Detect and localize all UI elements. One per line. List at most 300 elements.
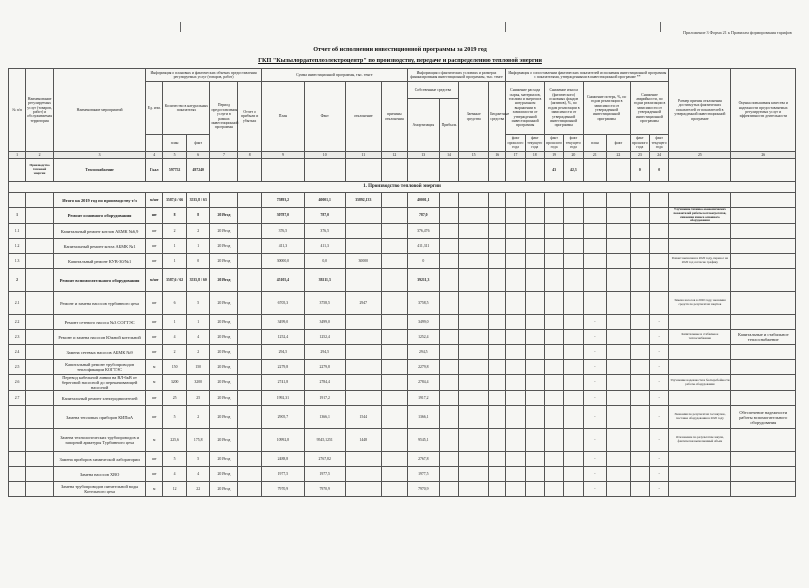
- unit-cell: шт: [146, 208, 163, 224]
- col-header-amortization: Амортизация: [407, 99, 439, 152]
- sum-deviation: [345, 345, 381, 360]
- row-number: 2.3: [9, 330, 26, 345]
- col-header-fact: Факт: [304, 82, 345, 152]
- unit-cell: шт: [146, 254, 163, 269]
- row-number: 2.2: [9, 315, 26, 330]
- sum-deviation: 35892,133: [345, 193, 381, 208]
- reasons-cell: Отклонение по результатам закупа, фактически выполненный объем: [669, 429, 731, 452]
- sum-fact: 0,0: [304, 254, 345, 269]
- column-number: 13: [407, 152, 439, 159]
- measure-name: Ремонт вспомогательного оборудования: [54, 269, 146, 292]
- unit-cell: м: [146, 360, 163, 375]
- quality-cell: Капитальные и стабильное теплоснабжение: [731, 330, 796, 345]
- dash-cell: -: [583, 315, 607, 330]
- quality-cell: [731, 208, 796, 224]
- sum-plan: 1992,31: [261, 391, 304, 406]
- reasons-cell: [669, 315, 731, 330]
- unit-cell: м/шт: [146, 269, 163, 292]
- own-funds: 7970,9: [407, 482, 439, 497]
- col-group-volumes: Информация о плановых и фактических объемах предоставления регулируемых услуг (товаров, работ): [146, 69, 262, 82]
- qty-fact: 8: [186, 208, 210, 224]
- table-row: [9, 208, 796, 224]
- own-funds: 1917,2: [407, 391, 439, 406]
- qty-fact: 150: [186, 360, 210, 375]
- sum-fact: 9545,1251: [304, 429, 345, 452]
- sum-plan: 30787,0: [261, 208, 304, 224]
- qty-plan: 1: [163, 254, 187, 269]
- measure-name: Замена технологических трубопроводов и запорной арматуры Турбинного цеха: [54, 429, 146, 452]
- dash-cell: -: [649, 406, 668, 429]
- reasons-cell: [669, 452, 731, 467]
- column-number: 16: [489, 152, 506, 159]
- col-header-profit: Прибыль: [439, 99, 458, 152]
- row-number: [9, 429, 26, 452]
- sum-plan: 45105,4: [261, 269, 304, 292]
- column-number: 24: [649, 152, 668, 159]
- qty-plan: 8: [163, 208, 187, 224]
- unit-cell: шт: [146, 315, 163, 330]
- sum-deviation: [345, 360, 381, 375]
- report-title: Отчет об исполнении инвестиционной программы за 2019 год: [313, 46, 487, 53]
- dash-cell: -: [583, 482, 607, 497]
- sum-fact: 294,5: [304, 345, 345, 360]
- binder-mark: [180, 22, 185, 32]
- row-number: 1.2: [9, 239, 26, 254]
- own-funds: 1366,1: [407, 406, 439, 429]
- row-number: 2.6: [9, 375, 26, 391]
- column-number: 11: [345, 152, 381, 159]
- measure-name: Замена сетевых насосов АБМК №9: [54, 345, 146, 360]
- sum-deviation: [345, 482, 381, 497]
- measure-name: Ремонт и замена насосов Южной котельной: [54, 330, 146, 345]
- reasons-cell: [669, 224, 731, 239]
- quality-cell: [731, 360, 796, 375]
- unit-cell: шт: [146, 406, 163, 429]
- dash-cell: -: [583, 360, 607, 375]
- measure-name: Ремонт и замена насосов турбинного цеха: [54, 292, 146, 315]
- reasons-cell: Улучшение надежности и бесперебойности работы оборудования: [669, 375, 731, 391]
- dash-cell: -: [649, 315, 668, 330]
- sum-plan: 3499,0: [261, 315, 304, 330]
- row-number: [9, 467, 26, 482]
- qty-fact: 1: [186, 239, 210, 254]
- header-row: [9, 69, 796, 82]
- qty-fact: 5: [186, 292, 210, 315]
- column-number: 7: [210, 152, 238, 159]
- qty-plan: 3587,6 / 66: [163, 193, 187, 208]
- unit-cell: шт: [146, 345, 163, 360]
- qty-plan: 12: [163, 482, 187, 497]
- qty-plan: 4: [163, 467, 187, 482]
- qty-fact: 0: [186, 254, 210, 269]
- measures-body: [9, 193, 796, 497]
- sum-deviation: 30000: [345, 254, 381, 269]
- quality-cell: [731, 452, 796, 467]
- column-number: 14: [439, 152, 458, 159]
- dash-cell: -: [583, 375, 607, 391]
- dash-cell: -: [649, 467, 668, 482]
- col-group-financing: Информация о фактических условиях и размерах финансирования инвестиционной программы, тыс. тенге: [407, 69, 506, 82]
- row-number: 1: [9, 208, 26, 224]
- quality-cell: Обеспечение надежности работы вспомогательного оборудования: [731, 406, 796, 429]
- dash-cell: -: [649, 452, 668, 467]
- section-row: [9, 182, 796, 193]
- sum-fact: 2279,8: [304, 360, 345, 375]
- sum-deviation: [345, 330, 381, 345]
- column-number: 19: [544, 152, 563, 159]
- qty-plan: 5: [163, 452, 187, 467]
- measure-name: Капитальный ремонт КУВ-30/№1: [54, 254, 146, 269]
- measure-name: Капитальный ремонт котла АБМК №1: [54, 239, 146, 254]
- quality-cell: [731, 193, 796, 208]
- col-header-borrowed: Заемные средства: [459, 82, 489, 152]
- column-number: 1: [9, 152, 26, 159]
- period-cell: 2019год: [210, 345, 238, 360]
- appendix-note: Приложение 3 Форма 21 к Правилам формирования тарифов: [683, 30, 792, 35]
- service-row: Производство тепловой энергии Теплоснабжение Гкал 597752 497240 43 42,3 0 0: [9, 159, 796, 182]
- sum-plan: 10992,8: [261, 429, 304, 452]
- col-header-dev-reasons: причины отклонения: [382, 82, 408, 152]
- unit-cell: м: [146, 482, 163, 497]
- col-header-measures: Наименование мероприятий: [54, 69, 146, 152]
- measure-name: Ремонт сетевого насоса №3 СОГТЭС: [54, 315, 146, 330]
- column-number: 22: [607, 152, 631, 159]
- unit-cell: шт: [146, 224, 163, 239]
- qty-plan: 150: [163, 360, 187, 375]
- qty-plan: 6: [163, 292, 187, 315]
- column-number: 25: [669, 152, 731, 159]
- qty-plan: 4: [163, 330, 187, 345]
- own-funds: 3758,5: [407, 292, 439, 315]
- table-row: [9, 345, 796, 360]
- col-header-deviation: отклонение: [345, 82, 381, 152]
- sum-fact: 3758,5: [304, 292, 345, 315]
- measure-name: Замена трубопроводов питательной воды Котельного цеха: [54, 482, 146, 497]
- period-cell: 2019год: [210, 467, 238, 482]
- period-cell: 2019год: [210, 254, 238, 269]
- table-row: [9, 391, 796, 406]
- report-table: [8, 68, 796, 497]
- col-header-quality: Оценка повышения качества и надежности предоставляемых регулируемых услуг и эффективности деятельности: [731, 69, 796, 152]
- column-number: 2: [26, 152, 54, 159]
- quality-cell: [731, 391, 796, 406]
- period-cell: 2019год: [210, 239, 238, 254]
- column-number: 23: [630, 152, 649, 159]
- period-cell: 2019год: [210, 452, 238, 467]
- table-row: [9, 406, 796, 429]
- period-cell: 2019год: [210, 330, 238, 345]
- table-row: [9, 292, 796, 315]
- measure-name: Капитальный ремонт электродвигателей: [54, 391, 146, 406]
- quality-cell: [731, 224, 796, 239]
- dash-cell: -: [649, 345, 668, 360]
- column-number: 4: [146, 152, 163, 159]
- column-number-row: [9, 152, 796, 159]
- sum-fact: 3499,0: [304, 315, 345, 330]
- organization-title: ГКП "Кызылордатеплоэлектроцентр" по производству, передаче и распределению тепловой энергии: [258, 57, 542, 64]
- sum-plan: 75893,2: [261, 193, 304, 208]
- sum-deviation: [345, 467, 381, 482]
- sum-plan: 294,5: [261, 345, 304, 360]
- own-funds: 39211,3: [407, 269, 439, 292]
- measure-name: Перевод кабельной линии на ВЛ-6кВ от береговой насосной до перекачивающей насосной: [54, 375, 146, 391]
- sum-deviation: [345, 224, 381, 239]
- sum-fact: 39211,3: [304, 269, 345, 292]
- sum-deviation: [345, 269, 381, 292]
- col-header-num: № п/п: [9, 69, 26, 152]
- qty-fact: 2: [186, 224, 210, 239]
- period-cell: 2019год: [210, 292, 238, 315]
- col-header-own-funds: Собственные средства: [407, 82, 458, 99]
- reasons-cell: Ремонт выполнен в 2020 году, перенос на 2020 год согласно графику: [669, 254, 731, 269]
- quality-cell: [731, 467, 796, 482]
- table-row: [9, 482, 796, 497]
- qty-fact: 5: [186, 452, 210, 467]
- quality-cell: [731, 375, 796, 391]
- qty-plan: 1: [163, 315, 187, 330]
- service-name: Производство тепловой энергии: [26, 159, 54, 182]
- sum-fact: 7970,9: [304, 482, 345, 497]
- period-cell: 2019год: [210, 360, 238, 375]
- column-number: 18: [525, 152, 544, 159]
- sum-deviation: [345, 315, 381, 330]
- sum-plan: 2905,7: [261, 406, 304, 429]
- sum-plan: 376,5: [261, 224, 304, 239]
- table-row: [9, 429, 796, 452]
- qty-fact: 1: [186, 315, 210, 330]
- col-header-losses: Снижение потерь, %, по годам реализации в зависимости от утвержденной инвестиционной программы: [583, 82, 630, 135]
- measure-name: Замена насосов ХВО: [54, 467, 146, 482]
- col-header-service: Наименование регулируемых услуг (товаров, работ) и обслуживаемая территория: [26, 69, 54, 152]
- sum-fact: 411,3: [304, 239, 345, 254]
- unit-cell: шт: [146, 330, 163, 345]
- sum-deviation: 1544: [345, 406, 381, 429]
- col-header-reasons: Размер причин отклонения достигнутых фактических показателей от показателей в утвержденной инвестиционной программе: [669, 69, 731, 152]
- row-number: 1.1: [9, 224, 26, 239]
- qty-fact: 25: [186, 391, 210, 406]
- reasons-cell: [669, 467, 731, 482]
- table-row: [9, 452, 796, 467]
- col-header-period: Период предоставления услуги в рамках инвестиционной программы: [210, 82, 238, 152]
- column-number: 12: [382, 152, 408, 159]
- qty-fact: 22: [186, 482, 210, 497]
- qty-fact: 3200: [186, 375, 210, 391]
- quality-cell: [731, 269, 796, 292]
- reasons-cell: [669, 360, 731, 375]
- measure-name: Ремонт основного оборудования: [54, 208, 146, 224]
- sum-deviation: 1448: [345, 429, 381, 452]
- column-number: 10: [304, 152, 345, 159]
- table-row: [9, 330, 796, 345]
- service-type: Теплоснабжение: [54, 159, 146, 182]
- qty-fact: 175,8: [186, 429, 210, 452]
- sum-plan: 7970,9: [261, 482, 304, 497]
- sum-plan: 411,3: [261, 239, 304, 254]
- reasons-cell: [669, 269, 731, 292]
- own-funds: 787,0: [407, 208, 439, 224]
- qty-plan: 1: [163, 239, 187, 254]
- own-funds: 3499,0: [407, 315, 439, 330]
- table-row: [9, 239, 796, 254]
- quality-cell: [731, 239, 796, 254]
- dash-cell: -: [583, 406, 607, 429]
- column-number: 5: [163, 152, 187, 159]
- period-cell: [210, 193, 238, 208]
- qty-fact: 3535,8 / 60: [186, 269, 210, 292]
- col-header-qty-fact: факт: [186, 135, 210, 152]
- dash-cell: -: [583, 467, 607, 482]
- column-number: 6: [186, 152, 210, 159]
- period-cell: 2019год: [210, 482, 238, 497]
- col-header-quantity: Количество в натуральных показателях: [163, 82, 210, 135]
- column-number: 3: [54, 152, 146, 159]
- sum-plan: 2279,8: [261, 360, 304, 375]
- sum-fact: 1252,4: [304, 330, 345, 345]
- sum-fact: 1366,1: [304, 406, 345, 429]
- column-number: 15: [459, 152, 489, 159]
- sum-plan: 2741,8: [261, 375, 304, 391]
- col-group-comparison: Информация о сопоставлении фактических показателей исполнения инвестиционной программы с показателями, утвержденными в инвестиционной программе **: [506, 69, 669, 82]
- row-number: [9, 452, 26, 467]
- sum-plan: 30000,0: [261, 254, 304, 269]
- column-number: 17: [506, 152, 525, 159]
- own-funds: 294,5: [407, 345, 439, 360]
- binder-mark: [505, 22, 510, 32]
- binder-mark: [660, 22, 665, 32]
- column-number: 20: [564, 152, 583, 159]
- sum-fact: 787,0: [304, 208, 345, 224]
- dash-cell: -: [649, 360, 668, 375]
- sum-fact: 2784,4: [304, 375, 345, 391]
- col-group-amount: Сумма инвестиционной программы, тыс. тенге: [261, 69, 407, 82]
- table-row: [9, 193, 796, 208]
- qty-fact: 4: [186, 467, 210, 482]
- reasons-cell: [669, 482, 731, 497]
- own-funds: 9545,1: [407, 429, 439, 452]
- sum-fact: 1977,5: [304, 467, 345, 482]
- qty-plan: 3587,6 / 62: [163, 269, 187, 292]
- dash-cell: -: [583, 429, 607, 452]
- measure-name: Капитальный ремонт трубопроводов теплофикации КОГТЭС: [54, 360, 146, 375]
- dash-cell: -: [649, 482, 668, 497]
- table-row: [9, 375, 796, 391]
- table-row: [9, 360, 796, 375]
- col-header-plan: План: [261, 82, 304, 152]
- row-number: 2.7: [9, 391, 26, 406]
- period-cell: 2019год: [210, 208, 238, 224]
- own-funds: 1977,5: [407, 467, 439, 482]
- column-number: 8: [238, 152, 262, 159]
- reasons-cell: [669, 193, 731, 208]
- row-number: [9, 193, 26, 208]
- table-row: [9, 467, 796, 482]
- row-number: 2.5: [9, 360, 26, 375]
- sum-fact: 2767,82: [304, 452, 345, 467]
- reasons-cell: Улучшение технико-экономических показателей работы котлоагрегатов, снижение износа основного оборудования: [669, 208, 731, 224]
- sum-fact: 1917,2: [304, 391, 345, 406]
- qty-fact: 3535,8 / 63: [186, 193, 210, 208]
- qty-fact: 2: [186, 406, 210, 429]
- own-funds: 411,311: [407, 239, 439, 254]
- section-title: 1. Производство тепловой энергии: [9, 182, 796, 193]
- dash-cell: -: [649, 375, 668, 391]
- unit-cell: шт: [146, 452, 163, 467]
- own-funds: 376,476: [407, 224, 439, 239]
- qty-plan: 25: [163, 391, 187, 406]
- qty-plan: 3200: [163, 375, 187, 391]
- sum-plan: 1252,4: [261, 330, 304, 345]
- quality-cell: [731, 482, 796, 497]
- table-row: [9, 315, 796, 330]
- period-cell: 2019год: [210, 429, 238, 452]
- reasons-cell: Замена насосов в 2020 году, экономия средств по результатам закупок: [669, 292, 731, 315]
- dash-cell: -: [583, 345, 607, 360]
- reasons-cell: [669, 345, 731, 360]
- period-cell: 2019год: [210, 315, 238, 330]
- unit-cell: м: [146, 375, 163, 391]
- own-funds: 1252,4: [407, 330, 439, 345]
- quality-cell: [731, 292, 796, 315]
- quality-cell: [731, 345, 796, 360]
- qty-fact: 2: [186, 345, 210, 360]
- qty-fact: 4: [186, 330, 210, 345]
- dash-cell: -: [649, 330, 668, 345]
- qty-plan: 225,6: [163, 429, 187, 452]
- unit-cell: м/шт: [146, 193, 163, 208]
- reasons-cell: Экономия по результатам госзакупок, поставка оборудования в 2020 году: [669, 406, 731, 429]
- sum-deviation: [345, 239, 381, 254]
- qty-plan: 2: [163, 345, 187, 360]
- reasons-cell: [669, 239, 731, 254]
- table-row: [9, 224, 796, 239]
- unit-cell: шт: [146, 467, 163, 482]
- measure-name: Капитальный ремонт котлов АБМК №6,9: [54, 224, 146, 239]
- own-funds: 2279,8: [407, 360, 439, 375]
- dash-cell: -: [649, 429, 668, 452]
- sum-deviation: [345, 391, 381, 406]
- col-header-pnl: Отчет о прибыли и убытках: [238, 82, 262, 152]
- own-funds: 2784,4: [407, 375, 439, 391]
- col-header-unit: Ед. изм.: [146, 82, 163, 135]
- sum-fact: 40001,1: [304, 193, 345, 208]
- sum-deviation: [345, 375, 381, 391]
- dash-cell: -: [583, 330, 607, 345]
- row-number: 2.1: [9, 292, 26, 315]
- column-number: 9: [261, 152, 304, 159]
- own-funds: 40001,1: [407, 193, 439, 208]
- sum-deviation: 2947: [345, 292, 381, 315]
- measure-name: Замена приборов химической лаборатории: [54, 452, 146, 467]
- measure-name: Итого на 2019 год по производству т/э: [54, 193, 146, 208]
- qty-plan: 2: [163, 224, 187, 239]
- table-row: [9, 254, 796, 269]
- period-cell: 2019год: [210, 224, 238, 239]
- row-number: [9, 482, 26, 497]
- unit-cell: шт: [146, 391, 163, 406]
- unit-cell: м: [146, 429, 163, 452]
- sum-plan: 2488,8: [261, 452, 304, 467]
- period-cell: 2019год: [210, 375, 238, 391]
- qty-plan: 5: [163, 406, 187, 429]
- col-header-accidents: Снижение аварийности, по годам реализации в зависимости от утвержденной инвестиционной программы: [630, 82, 669, 135]
- column-number: 26: [731, 152, 796, 159]
- dash-cell: -: [583, 391, 607, 406]
- sum-plan: 1977,5: [261, 467, 304, 482]
- col-header-wear: Снижение износа (физического) основных фондов (активов), %, по годам реализации в зависимости от утвержденной инвестиционной программы: [544, 82, 583, 135]
- table-row: [9, 269, 796, 292]
- reasons-cell: Капитальные и стабильное теплоснабжение: [669, 330, 731, 345]
- row-number: 1.3: [9, 254, 26, 269]
